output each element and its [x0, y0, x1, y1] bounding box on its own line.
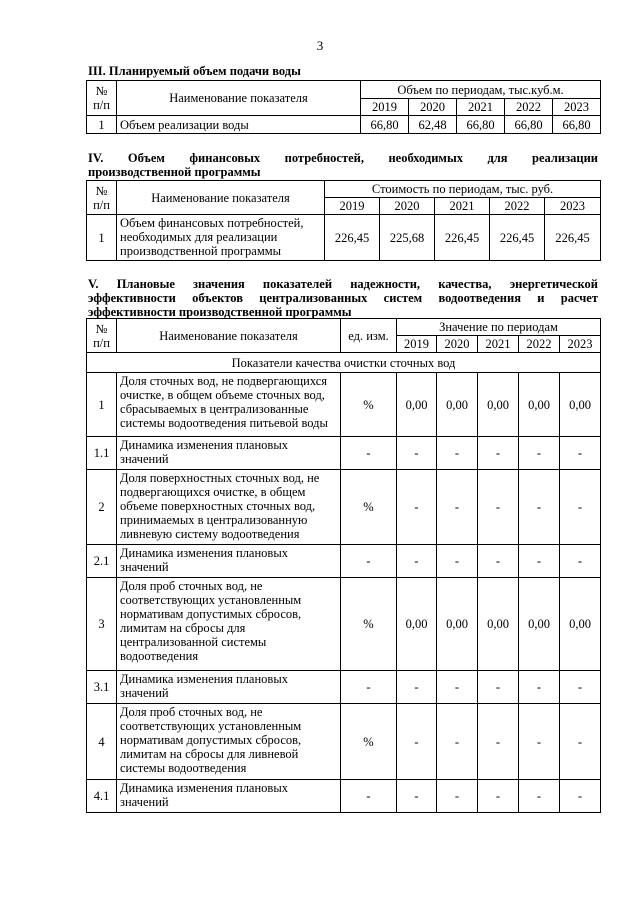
- row-value: 0,00: [437, 578, 478, 671]
- row-value: -: [519, 780, 560, 813]
- year-header: 2019: [361, 99, 409, 116]
- row-name: Динамика изменения плановых значений: [117, 437, 341, 470]
- row-value: 0,00: [519, 373, 560, 437]
- row-value: 0,00: [397, 578, 437, 671]
- row-value: -: [437, 671, 478, 704]
- table-row: [87, 470, 601, 545]
- row-value: -: [560, 437, 601, 470]
- row-name: Объем финансовых потребностей, необходимых для реализации производственной программы: [117, 215, 325, 261]
- row-name: Объем реализации воды: [117, 116, 361, 134]
- row-num: 1: [87, 215, 117, 261]
- row-num: 2.1: [87, 545, 117, 578]
- header-period: Стоимость по периодам, тыс. руб.: [325, 181, 601, 198]
- row-num: 2: [87, 470, 117, 545]
- page-number: 3: [316, 38, 324, 53]
- table-row: [87, 671, 601, 704]
- row-value: -: [437, 437, 478, 470]
- row-value: -: [519, 545, 560, 578]
- row-value: 0,00: [397, 373, 437, 437]
- year-header: 2020: [380, 198, 435, 215]
- row-value: 0,00: [478, 373, 519, 437]
- year-header: 2021: [478, 336, 519, 353]
- row-value: -: [478, 437, 519, 470]
- section-5-title-line3: эффективности производственной программы: [88, 305, 352, 319]
- table-row: [87, 780, 601, 813]
- table-quality-indicators: [86, 318, 601, 813]
- row-value: -: [478, 704, 519, 780]
- row-num: 1.1: [87, 437, 117, 470]
- row-unit: -: [341, 780, 397, 813]
- row-value: -: [437, 704, 478, 780]
- row-value: 0,00: [478, 578, 519, 671]
- row-value: -: [437, 780, 478, 813]
- header-unit: ед. изм.: [341, 319, 397, 353]
- row-value: 0,00: [519, 578, 560, 671]
- table-row: [87, 373, 601, 437]
- header-name: Наименование показателя: [117, 319, 341, 353]
- year-header: 2023: [560, 336, 601, 353]
- table-row: [87, 215, 601, 261]
- row-value: 226,45: [545, 215, 601, 261]
- table-row: [87, 578, 601, 671]
- row-unit: %: [341, 578, 397, 671]
- row-value: -: [560, 671, 601, 704]
- row-unit: -: [341, 671, 397, 704]
- row-value: 0,00: [560, 373, 601, 437]
- header-num: № п/п: [87, 319, 117, 353]
- table-financial-needs: [86, 180, 601, 261]
- row-name: Динамика изменения плановых значений: [117, 545, 341, 578]
- table-row: [87, 704, 601, 780]
- row-unit: %: [341, 373, 397, 437]
- row-unit: -: [341, 437, 397, 470]
- table-water-supply: [86, 80, 601, 134]
- row-value: -: [397, 780, 437, 813]
- row-value: 225,68: [380, 215, 435, 261]
- table-subheading: Показатели качества очистки сточных вод: [87, 353, 601, 373]
- year-header: 2019: [325, 198, 380, 215]
- section-5-title-line1: V. Плановые значения показателей надежности, качества, энергетической: [88, 277, 598, 291]
- row-value: -: [478, 780, 519, 813]
- row-value: -: [560, 470, 601, 545]
- row-value: -: [397, 671, 437, 704]
- row-num: 1: [87, 116, 117, 134]
- header-name: Наименование показателя: [117, 181, 325, 215]
- row-value: -: [397, 437, 437, 470]
- row-value: 66,80: [457, 116, 505, 134]
- row-value: -: [397, 704, 437, 780]
- row-value: 66,80: [553, 116, 601, 134]
- row-value: -: [397, 545, 437, 578]
- year-header: 2022: [519, 336, 560, 353]
- row-name: Динамика изменения плановых значений: [117, 671, 341, 704]
- row-name: Динамика изменения плановых значений: [117, 780, 341, 813]
- section-4-title-line1: IV. Объем финансовых потребностей, необходимых для реализации: [88, 151, 598, 165]
- row-value: 62,48: [409, 116, 457, 134]
- table-row: [87, 116, 601, 134]
- row-value: -: [560, 545, 601, 578]
- row-value: -: [519, 704, 560, 780]
- year-header: 2023: [545, 198, 601, 215]
- year-header: 2019: [397, 336, 437, 353]
- table-row: [87, 437, 601, 470]
- row-value: -: [478, 671, 519, 704]
- row-unit: %: [341, 704, 397, 780]
- row-unit: %: [341, 470, 397, 545]
- table-row: [87, 545, 601, 578]
- row-value: 226,45: [490, 215, 545, 261]
- header-period: Значение по периодам: [397, 319, 601, 336]
- row-num: 4.1: [87, 780, 117, 813]
- section-3-title: III. Планируемый объем подачи воды: [88, 64, 301, 78]
- header-num: № п/п: [87, 81, 117, 116]
- row-value: -: [519, 437, 560, 470]
- row-value: -: [397, 470, 437, 545]
- row-name: Доля сточных вод, не подвергающихся очистке, в общем объеме сточных вод, сбрасываемых в централизованные системы водоотведения питьевой воды: [117, 373, 341, 437]
- row-value: -: [437, 470, 478, 545]
- section-5-title-line2: эффективности объектов централизованных систем водоотведения и расчет: [88, 291, 598, 305]
- header-period: Объем по периодам, тыс.куб.м.: [361, 81, 601, 99]
- row-name: Доля поверхностных сточных вод, не подвергающихся очистке, в общем объеме поверхностных сточных вод, принимаемых в централизованную ливневую систему водоотведения: [117, 470, 341, 545]
- row-name: Доля проб сточных вод, не соответствующих установленным нормативам допустимых сбросов, лимитам на сбросы для централизованной системы водоотведения: [117, 578, 341, 671]
- year-header: 2020: [437, 336, 478, 353]
- row-num: 4: [87, 704, 117, 780]
- year-header: 2022: [505, 99, 553, 116]
- row-value: -: [437, 545, 478, 578]
- row-num: 3.1: [87, 671, 117, 704]
- row-value: -: [519, 671, 560, 704]
- year-header: 2022: [490, 198, 545, 215]
- row-value: -: [478, 545, 519, 578]
- year-header: 2020: [409, 99, 457, 116]
- row-value: 0,00: [437, 373, 478, 437]
- year-header: 2023: [553, 99, 601, 116]
- row-value: 226,45: [435, 215, 490, 261]
- row-value: 66,80: [361, 116, 409, 134]
- row-unit: -: [341, 545, 397, 578]
- row-value: 66,80: [505, 116, 553, 134]
- section-4-title-line2: производственной программы: [88, 165, 261, 179]
- header-num: № п/п: [87, 181, 117, 215]
- row-num: 1: [87, 373, 117, 437]
- row-value: -: [560, 780, 601, 813]
- header-name: Наименование показателя: [117, 81, 361, 116]
- row-name: Доля проб сточных вод, не соответствующих установленным нормативам допустимых сбросов, лимитам на сбросы для ливневой системы водоотведения: [117, 704, 341, 780]
- year-header: 2021: [435, 198, 490, 215]
- row-value: 226,45: [325, 215, 380, 261]
- row-value: -: [478, 470, 519, 545]
- row-value: -: [560, 704, 601, 780]
- row-num: 3: [87, 578, 117, 671]
- row-value: -: [519, 470, 560, 545]
- row-value: 0,00: [560, 578, 601, 671]
- year-header: 2021: [457, 99, 505, 116]
